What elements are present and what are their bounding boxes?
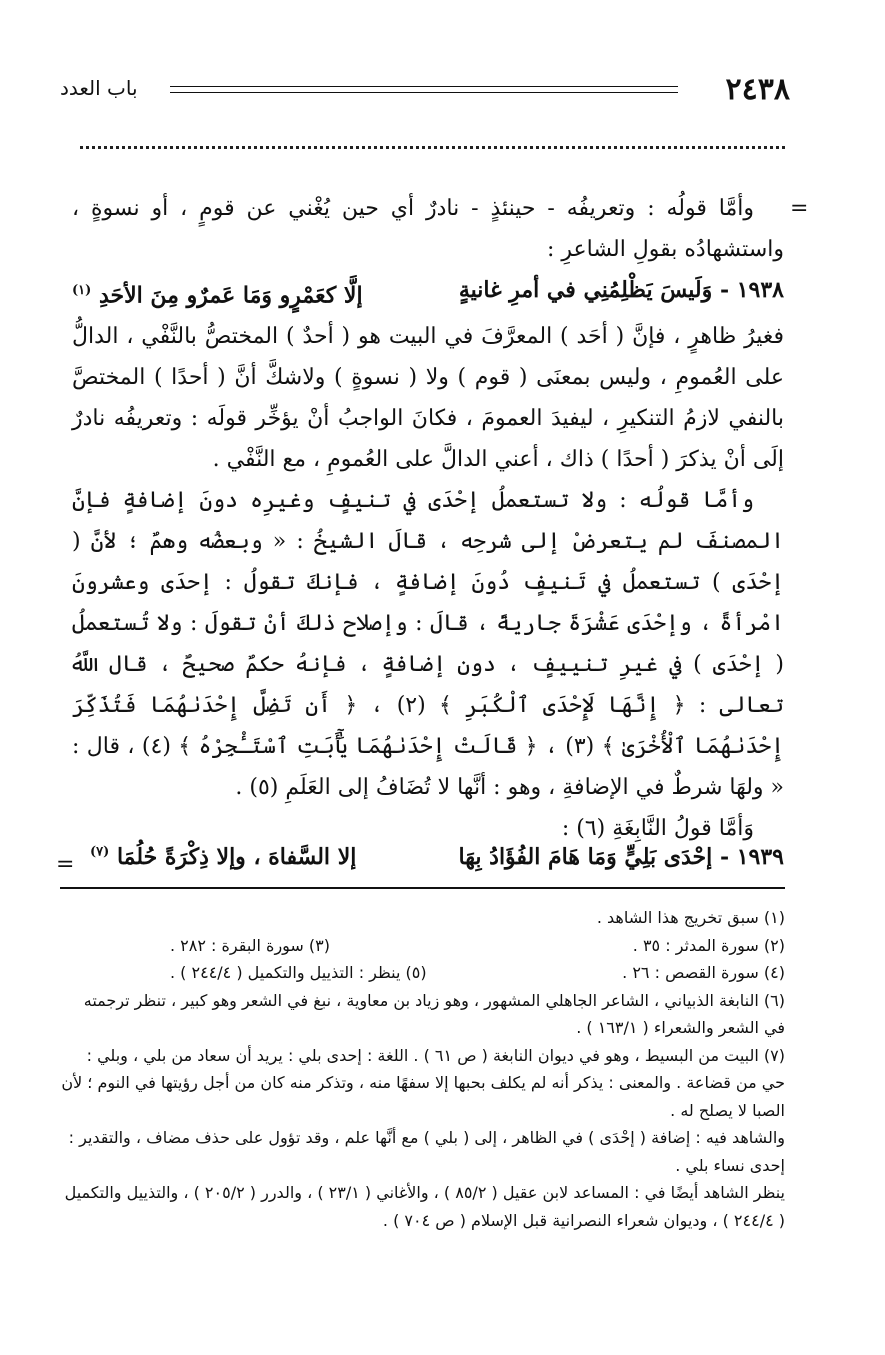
page-header (60, 72, 790, 112)
continuation-mark: = (790, 196, 809, 221)
footnote: ينظر الشاهد أيضًا في : المساعد لابن عقيل ( ٨٥/٢ ) ، والأغاني ( ٢٣/١ ) ، والدرر ( ٢٠٥/٢ ) ، والتذييل والتكميل ( ٢٤٤/٤ ) ، وديوان شعراء النصرانية قبل الإسلام ( ص ٧٠٤ ) . (64, 1183, 785, 1230)
header-rule (170, 86, 678, 87)
footnote: (٧) البيت من البسيط ، وهو في ديوان النابغة ( ص ٦١ ) . اللغة : إحدى بلي : يريد أن سعاد من بلي ، وبلي : حي من قضاعة . والمعنى : يذكر أنه لم يكلف بحبها إلا سفهًا منه ، وتذكر منه كان من أجل رؤيتها في النوم ؛ لأن الصبا لا يصلح له . (61, 1045, 785, 1120)
footnote: (٥) ينظر : التذييل والتكميل ( ٢٤٤/٤ ) . (170, 963, 427, 982)
verse-number: ١٩٣٩ - (719, 844, 784, 870)
paragraph: فغيرُ ظاهرٍ ، فإنَّ ( أحَد ) المعرَّفَ في البيت هو ( أحدٌ ) المختصُّ بالنَّفْي ، الدالُّ على العُمومِ ، وليس بمعنَى ( قوم ) ولا ( نسوةٍ ) ولاشكَّ أنَّ ( أحدًا ) المختصَّ بالنفي لازمُ التنكيرِ ، ليفيدَ العمومَ ، فكانَ الواجبُ أنْ يؤخِّر قولَه : وتعريفُه نادرٌ إلَى أنْ يذكرَ ( أحدًا ) ذاك ، أعني الدالَّ على العُمومِ ، مع النَّفْي . (72, 324, 785, 473)
footnote-rule (60, 887, 785, 889)
dotted-divider (80, 146, 785, 149)
verse-1938 (72, 270, 784, 316)
verse-second-hemistich: إلا السَّفاهَ ، وإلا ذِكْرَةً حُلُمَا (116, 844, 357, 870)
verse-first-hemistich: إحْدَى بَلِيٍّ وَمَا هَامَ الفُؤَادُ بِهَا (458, 844, 713, 870)
page-number: ٢٤٣٨ (725, 72, 790, 107)
footnote: (٢) سورة المدثر : ٣٥ . (632, 935, 785, 955)
verse-1939 (90, 844, 784, 870)
verse-second-hemistich: إلَّا كعَمْرٍو وَمَا عَمرٌو مِنَ الأحَدِ (98, 282, 363, 309)
intro-paragraph: وأمَّا قولُه : وتعريفُه - حينئذٍ - نادرٌ أي حين يُغْني عن قومٍ ، أو نسوةٍ ، واستشهادُه بقولِ الشاعرِ : (72, 196, 784, 262)
header-rule (170, 92, 678, 93)
paragraph: وَأمَّا قولُ النَّابِغَةِ (٦) : (561, 816, 754, 842)
verse-number: ١٩٣٨ - (719, 277, 784, 303)
main-text (72, 188, 784, 849)
footnote: (٣) سورة البقرة : ٢٨٢ . (170, 935, 331, 955)
footnote: (٤) سورة القصص : ٢٦ . (622, 963, 785, 982)
footnote-ref: (١) (72, 283, 92, 298)
footnotes (60, 904, 785, 1234)
footnote: والشاهد فيه : إضافة ( إحْدَى ) في الظاهر ، إلى ( بلي ) مع أنَّها علم ، وقد تؤول على حذف مضاف ، والتقدير : إحدى نساء بلي . (68, 1128, 785, 1175)
footnote-ref: (٧) (90, 844, 110, 860)
continuation-mark: = (56, 852, 75, 877)
footnote: (٦) النابغة الذبياني ، الشاعر الجاهلي المشهور ، وهو زياد بن معاوية ، نبغ في الشعر وهو كبير ، تنظر ترجمته في الشعر والشعراء ( ١٦٣/١ ) . (83, 990, 785, 1037)
footnote-row (60, 959, 785, 987)
footnote: (١) سبق تخريج هذا الشاهد . (596, 908, 785, 927)
paragraph: وأمَّا قولُه : ولا تستعملُ إحْدَى في تنيفٍ وغيرِه دونَ إضافةٍ فإنَّ المصنفَ لم يتعرضْ إلى شرحِه ، قالَ الشيخُ : « وبعضُه وهمٌ ؛ لأنَّ ( إحْدَى ) تستعملُ في تَنيفٍ دُونَ إضافةٍ ، فإنكَ تقولُ : إحدَى وعشرونَ امْرأةً ، وإحْدَى عَشْرَةَ جاريةً ، قالَ : وإصلاح ذلكَ أنْ تقولَ : ولا تُستعملُ ( إحْدَى ) في غيرِ تنييفٍ ، دون إضافةٍ ، فإنهُ حكمٌ صحيحٌ ، قال اللَّهُ تعالى : ﴿ إِنَّهَا لَإِحْدَى ٱلْكُبَرِ ﴾ (٢) ، ﴿ أَن تَضِلَّ إِحْدَىٰهُمَا فَتُذَكِّرَ إِحْدَىٰهُمَا ٱلْأُخْرَىٰ ﴾ (٣) ، ﴿ قَالَتْ إِحْدَىٰهُمَا يَٰٓأَبَتِ ٱسْتَـْٔجِرْهُ ﴾ (٤) ، قال : « ولهَا شرطٌ في الإضافةِ ، وهو : أنَّها لا تُضَافُ إلى العَلَمِ (٥) . (72, 488, 785, 801)
verse-first-hemistich: وَلَيسَ يَظْلِمُنِي في أمرِ غانيةٍ (458, 277, 713, 303)
section-title: باب العدد (60, 76, 138, 100)
footnote-row (60, 932, 785, 960)
